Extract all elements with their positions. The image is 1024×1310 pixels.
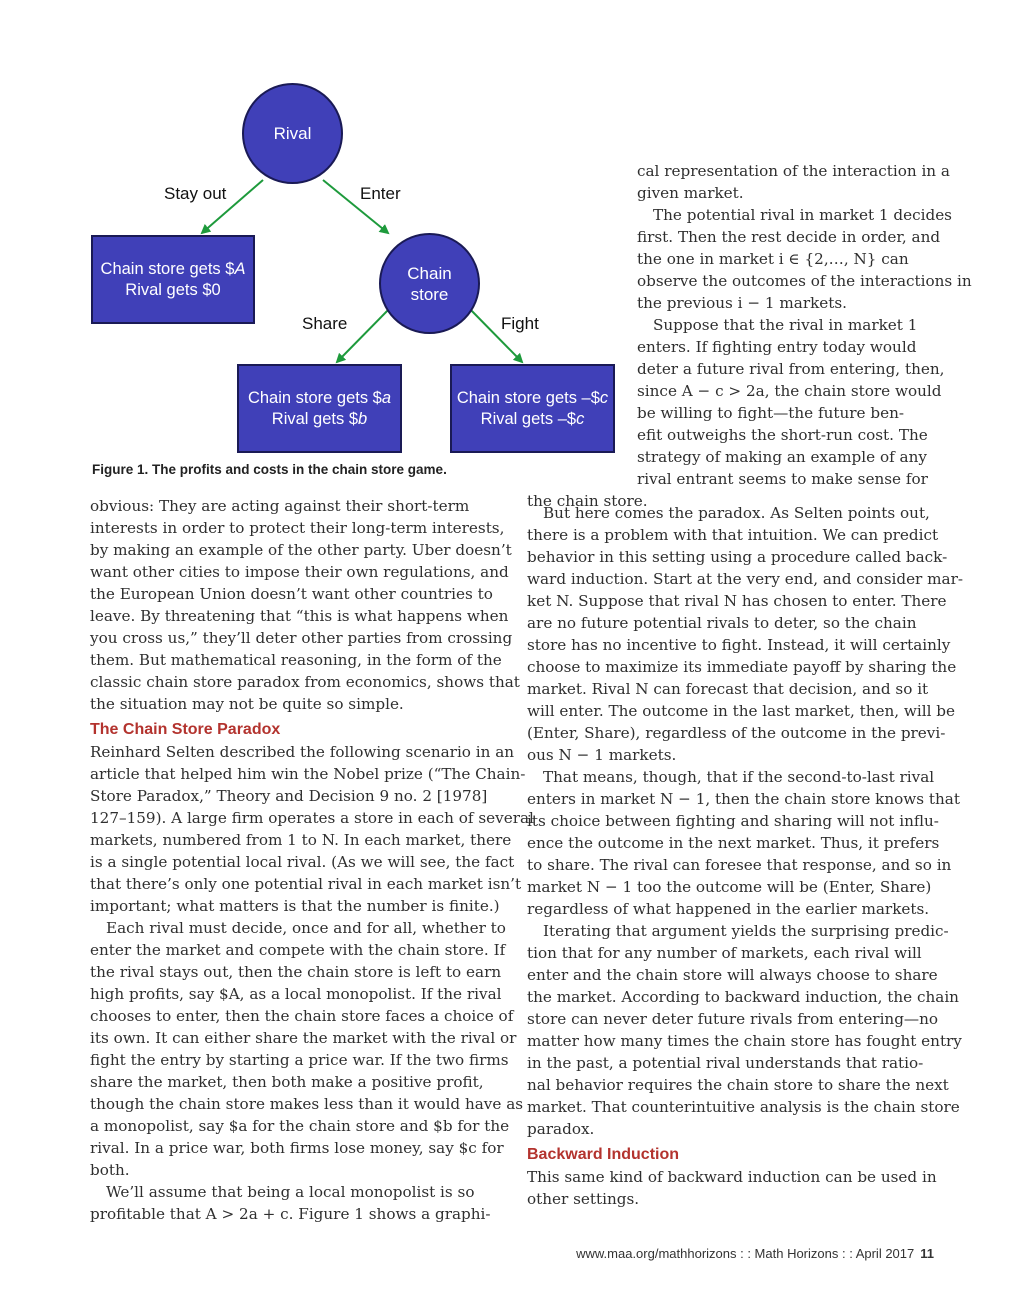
right-paragraph-6 [527, 920, 962, 1140]
right-paragraph-7 [527, 1166, 937, 1210]
text-line: article that helped him win the Nobel prize (“The Chain- [90, 765, 526, 783]
text-line: important; what matters is that the number is finite.) [90, 897, 500, 915]
stay-out-outcome-box [91, 235, 255, 324]
text-line: Each rival must decide, once and for all, whether to [106, 919, 506, 937]
text-line: (Enter, Share), regardless of the outcome in the previ- [527, 724, 946, 742]
text-line: the market. According to backward induction, the chain [527, 988, 959, 1006]
text-line: you cross us,” they’ll deter other parties from crossing [90, 629, 513, 647]
text-line: market. That counterintuitive analysis is the chain store [527, 1098, 960, 1116]
stay-out-outcome-chain: Chain store gets $A [100, 259, 246, 278]
text-line: markets, numbered from 1 to N. In each market, there [90, 831, 512, 849]
left-paragraph-2 [90, 741, 534, 917]
text-line: That means, though, that if the second-to-last rival [543, 768, 935, 786]
text-line: Store Paradox,” Theory and Decision 9 no. 2 [1978] [90, 787, 488, 805]
text-line: leave. By threatening that “this is what happens when [90, 607, 509, 625]
text-line: enter and the chain store will always choose to share [527, 966, 938, 984]
right-paragraph-1 [637, 160, 950, 204]
text-line: by making an example of the other party. Uber doesn’t [90, 541, 512, 559]
text-line: though the chain store makes less than it would have as [90, 1095, 524, 1113]
text-line: first. Then the rest decide in order, and [637, 228, 941, 246]
text-line: observe the outcomes of the interactions in [637, 272, 972, 290]
text-line: enters. If fighting entry today would [637, 338, 917, 356]
right-paragraph-4 [527, 502, 963, 766]
text-line: paradox. [527, 1120, 595, 1138]
text-line: the European Union doesn’t want other countries to [90, 585, 493, 603]
text-line: matter how many times the chain store has fought entry [527, 1032, 962, 1050]
figure-caption: Figure 1. The profits and costs in the chain store game. [92, 462, 447, 477]
text-line: chooses to enter, then the chain store faces a choice of [90, 1007, 514, 1025]
text-line: are no future potential rivals to deter, so the chain [527, 614, 917, 632]
text-line: its choice between fighting and sharing will not influ- [527, 812, 939, 830]
text-line: its own. It can either share the market with the rival or [90, 1029, 517, 1047]
share-label: Share [302, 314, 348, 333]
text-line: Iterating that argument yields the surprising predic- [543, 922, 949, 940]
text-line: This same kind of backward induction can be used in [527, 1168, 937, 1186]
share-outcome-box [237, 364, 402, 453]
text-line: the previous i − 1 markets. [637, 294, 848, 312]
text-line: market N − 1 too the outcome will be (Enter, Share) [527, 878, 932, 896]
text-line: given market. [637, 184, 744, 202]
right-paragraph-5 [527, 766, 960, 920]
fight-outcome-chain: Chain store gets –$c [456, 388, 609, 407]
left-column [90, 495, 534, 1225]
text-line: Reinhard Selten described the following scenario in an [90, 743, 515, 761]
text-line: choose to maximize its immediate payoff by sharing the [527, 658, 957, 676]
text-line: strategy of making an example of any [637, 448, 927, 466]
text-line: them. But mathematical reasoning, in the form of the [90, 651, 502, 669]
text-line: obvious: They are acting against their short-term [90, 497, 470, 515]
text-line: enters in market N − 1, then the chain store knows that [527, 790, 960, 808]
text-line: But here comes the paradox. As Selten points out, [543, 504, 930, 522]
text-line: The potential rival in market 1 decides [653, 206, 952, 224]
rival-node [242, 83, 343, 184]
text-line: be willing to fight—the future ben- [637, 404, 904, 422]
fight-outcome-box [450, 364, 615, 453]
text-line: Suppose that the rival in market 1 [653, 316, 918, 334]
page-number: 11 [920, 1246, 934, 1261]
left-paragraph-3 [90, 917, 524, 1181]
section-heading-backward-induction: Backward Induction [527, 1146, 680, 1163]
footer-text: www.maa.org/mathhorizons : : Math Horizons : : April 2017 [576, 1246, 915, 1261]
text-line: enter the market and compete with the chain store. If [90, 941, 506, 959]
chain-store-node-line2: store [410, 284, 449, 304]
text-line: classic chain store paradox from economics, shows that [90, 673, 520, 691]
text-line: will enter. The outcome in the last market, then, will be [527, 702, 956, 720]
share-outcome-rival: Rival gets $b [271, 409, 368, 428]
text-line: the rival stays out, then the chain store is left to earn [90, 963, 502, 981]
text-line: rival entrant seems to make sense for [637, 470, 928, 488]
stay-out-outcome-rival: Rival gets $0 [125, 280, 221, 299]
section-heading-chain-store-paradox: The Chain Store Paradox [90, 721, 281, 738]
text-line: the one in market i ∈ {2,…, N} can [637, 250, 909, 268]
text-line: in the past, a potential rival understands that ratio- [527, 1054, 924, 1072]
text-line: store has no incentive to fight. Instead, it will certainly [527, 636, 951, 654]
text-line: interests in order to protect their long-term interests, [90, 519, 505, 537]
text-line: We’ll assume that being a local monopolist is so [106, 1183, 475, 1201]
text-line: ous N − 1 markets. [527, 746, 677, 764]
text-line: share the market, then both make a positive profit, [90, 1073, 484, 1091]
left-paragraph-1 [90, 495, 520, 715]
game-tree-figure [80, 80, 620, 480]
text-line: there is a problem with that intuition. We can predict [527, 526, 939, 544]
text-line: regardless of what happened in the earlier markets. [527, 900, 930, 918]
enter-label: Enter [360, 184, 401, 203]
text-line: store can never deter future rivals from entering—no [527, 1010, 939, 1028]
text-line: the chain store. [527, 492, 648, 510]
rival-node-label: Rival [273, 124, 312, 143]
text-line: profitable that A > 2a + c. Figure 1 shows a graphi- [90, 1205, 491, 1223]
text-line: behavior in this setting using a procedure called back- [527, 548, 948, 566]
chain-store-node-line1: Chain [407, 263, 452, 283]
chain-store-node-label [407, 263, 451, 305]
text-line: efit outweighs the short-run cost. The [637, 426, 928, 444]
text-line: is a single potential local rival. (As we will see, the fact [90, 853, 515, 871]
text-line: ward induction. Start at the very end, and consider mar- [527, 570, 963, 588]
fight-label: Fight [501, 314, 539, 333]
right-paragraph-2 [637, 204, 972, 314]
text-line: nal behavior requires the chain store to share the next [527, 1076, 949, 1094]
text-line: other settings. [527, 1190, 640, 1208]
text-line: ket N. Suppose that rival N has chosen to enter. There [527, 592, 947, 610]
text-line: cal representation of the interaction in a [637, 162, 950, 180]
text-line: deter a future rival from entering, then, [637, 360, 945, 378]
stay-out-label: Stay out [164, 184, 227, 203]
text-line: rival. In a price war, both firms lose money, say $c for [90, 1139, 504, 1157]
text-line: fight the entry by starting a price war. If the two firms [90, 1051, 509, 1069]
text-line: the situation may not be quite so simple. [90, 695, 404, 713]
text-line: a monopolist, say $a for the chain store and $b for the [90, 1117, 510, 1135]
text-line: 127–159). A large firm operates a store in each of several [90, 809, 534, 827]
text-line: tion that for any number of markets, each rival will [527, 944, 922, 962]
text-line: want other cities to impose their own regulations, and [90, 563, 509, 581]
page-footer [576, 1246, 934, 1261]
left-paragraph-4 [90, 1181, 496, 1225]
fight-outcome-rival: Rival gets –$c [480, 409, 585, 428]
text-line: market. Rival N can forecast that decision, and so it [527, 680, 929, 698]
text-line: both. [90, 1161, 130, 1179]
text-line: since A − c > 2a, the chain store would [637, 382, 942, 400]
chain-store-node [379, 233, 480, 334]
right-column-bottom [527, 504, 963, 1210]
text-line: that there’s only one potential rival in each market isn’t [90, 875, 522, 893]
share-outcome-chain: Chain store gets $a [247, 388, 392, 407]
text-line: to share. The rival can foresee that response, and so in [527, 856, 952, 874]
text-line: ence the outcome in the next market. Thus, it prefers [527, 834, 940, 852]
text-line: high profits, say $A, as a local monopolist. If the rival [90, 985, 502, 1003]
